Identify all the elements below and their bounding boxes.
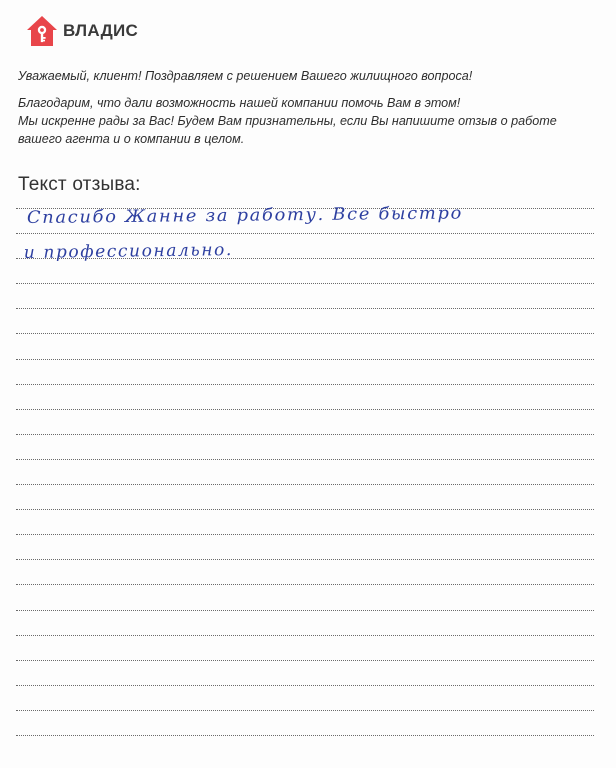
writing-line	[16, 534, 594, 535]
greeting-text: Уважаемый, клиент! Поздравляем с решением Вашего жилищного вопроса!	[18, 69, 473, 83]
writing-line	[16, 685, 594, 686]
handwritten-review-line: Спасибо Жанне за работу. Все быстро	[26, 203, 464, 228]
handwritten-review-line: и профессионально.	[23, 240, 234, 263]
intro-line: Мы искренне рады за Вас! Будем Вам признательны, если Вы напишите отзыв о работе	[18, 114, 557, 128]
writing-line	[16, 434, 594, 435]
writing-line	[16, 384, 594, 385]
writing-line	[16, 484, 594, 485]
writing-line	[16, 584, 594, 585]
logo-text: ВЛАДИС	[63, 21, 139, 40]
writing-line	[16, 735, 594, 736]
writing-line	[16, 409, 594, 410]
writing-line	[16, 710, 594, 711]
intro-line: Благодарим, что дали возможность нашей компании помочь Вам в этом!	[18, 96, 461, 110]
company-logo	[25, 15, 138, 47]
review-title: Текст отзыва:	[18, 174, 141, 195]
writing-line	[16, 660, 594, 661]
intro-paragraph	[18, 94, 603, 148]
writing-line	[16, 635, 594, 636]
writing-line	[16, 610, 594, 611]
writing-line	[16, 509, 594, 510]
writing-line	[16, 283, 594, 284]
writing-line	[16, 308, 594, 309]
writing-lines	[16, 208, 594, 760]
house-key-icon	[25, 15, 59, 47]
writing-line	[16, 559, 594, 560]
writing-line	[16, 359, 594, 360]
writing-line	[16, 233, 594, 234]
writing-line	[16, 333, 594, 334]
intro-line: вашего агента и о компании в целом.	[18, 132, 245, 146]
writing-line	[16, 459, 594, 460]
